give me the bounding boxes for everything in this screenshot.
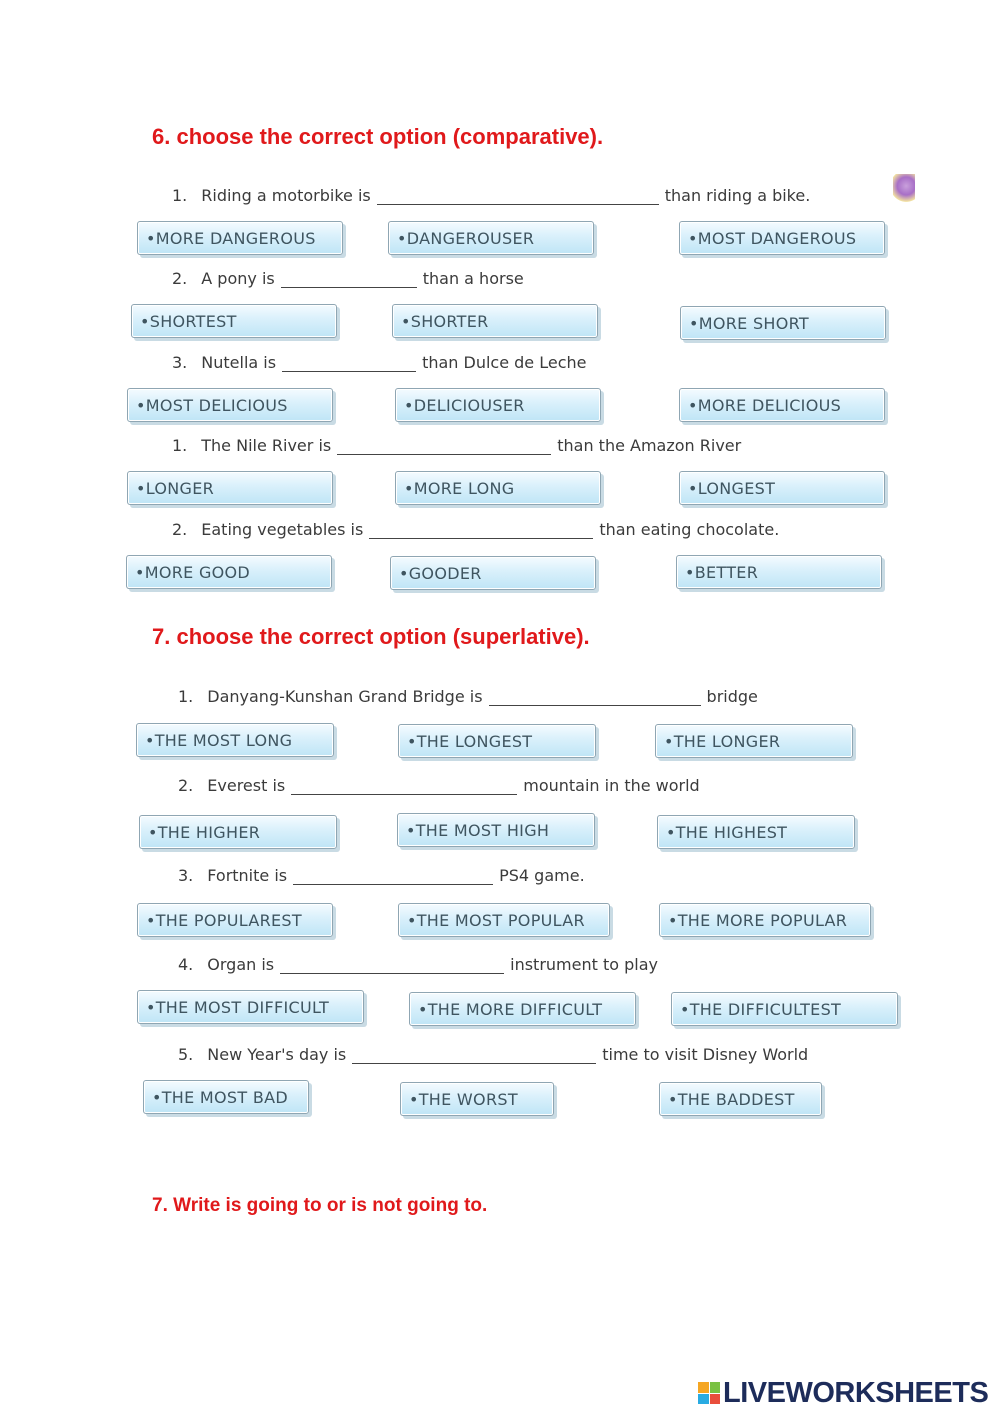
- option-button[interactable]: •BETTER: [676, 555, 882, 589]
- option-button[interactable]: •SHORTEST: [131, 304, 337, 338]
- question-text-before: The Nile River is: [201, 436, 332, 455]
- question-number: 2.: [172, 269, 188, 288]
- option-button[interactable]: •THE MORE DIFFICULT: [409, 992, 636, 1026]
- question-number: 1.: [172, 436, 188, 455]
- question-text-after: than the Amazon River: [557, 436, 742, 455]
- liveworksheets-logo: [698, 1376, 988, 1410]
- question-text-before: Organ is: [207, 955, 275, 974]
- question-text-after: than Dulce de Leche: [422, 353, 587, 372]
- question-number: 5.: [178, 1045, 194, 1064]
- question-text-after: instrument to play: [510, 955, 658, 974]
- option-button[interactable]: •LONGEST: [679, 471, 885, 505]
- logo-text: LIVEWORKSHEETS: [723, 1376, 989, 1409]
- answer-blank: [282, 357, 416, 372]
- question-text-before: Fortnite is: [207, 866, 288, 885]
- question-text-before: Danyang-Kunshan Grand Bridge is: [207, 687, 483, 706]
- option-button[interactable]: •LONGER: [127, 471, 333, 505]
- answer-blank: [377, 190, 659, 205]
- question-number: 1.: [178, 687, 194, 706]
- section-6-heading: 6. choose the correct option (comparative).: [152, 124, 604, 149]
- section-going-to-heading: 7. Write is going to or is not going to.: [152, 1195, 488, 1216]
- question-number: 2.: [172, 520, 188, 539]
- option-button[interactable]: •THE HIGHEST: [657, 815, 855, 849]
- question-text-before: Eating vegetables is: [201, 520, 364, 539]
- option-button[interactable]: •THE WORST: [400, 1082, 554, 1116]
- option-button[interactable]: •THE BADDEST: [659, 1082, 822, 1116]
- option-button[interactable]: •MORE DANGEROUS: [137, 221, 343, 255]
- flower-decoration-icon: [893, 174, 915, 204]
- question-row: [172, 353, 586, 372]
- option-button[interactable]: •GOODER: [390, 556, 596, 590]
- option-button[interactable]: •MOST DANGEROUS: [679, 221, 885, 255]
- question-number: 2.: [178, 776, 194, 795]
- option-button[interactable]: •THE MOST POPULAR: [398, 903, 610, 937]
- question-text-before: Riding a motorbike is: [201, 186, 371, 205]
- question-text-after: time to visit Disney World: [602, 1045, 809, 1064]
- question-number: 3.: [172, 353, 188, 372]
- option-button[interactable]: •THE POPULAREST: [137, 903, 333, 937]
- answer-blank: [352, 1049, 596, 1064]
- option-button[interactable]: •MORE DELICIOUS: [679, 388, 885, 422]
- question-row: [178, 776, 700, 795]
- question-number: 4.: [178, 955, 194, 974]
- question-row: [178, 687, 758, 706]
- question-row: [172, 269, 524, 288]
- question-text-before: A pony is: [201, 269, 275, 288]
- question-row: [172, 186, 810, 205]
- option-button[interactable]: •THE MOST BAD: [143, 1080, 309, 1114]
- answer-blank: [369, 524, 593, 539]
- option-button[interactable]: •THE MOST HIGH: [397, 813, 595, 847]
- option-button[interactable]: •MOST DELICIOUS: [127, 388, 333, 422]
- question-text-after: than eating chocolate.: [599, 520, 780, 539]
- answer-blank: [337, 440, 551, 455]
- option-button[interactable]: •THE MOST DIFFICULT: [137, 990, 364, 1024]
- option-button[interactable]: •THE LONGER: [655, 724, 853, 758]
- question-text-after: PS4 game.: [499, 866, 585, 885]
- option-button[interactable]: •MORE GOOD: [126, 555, 332, 589]
- option-button[interactable]: •THE MOST LONG: [136, 723, 334, 757]
- answer-blank: [291, 780, 517, 795]
- answer-blank: [280, 959, 504, 974]
- option-button[interactable]: •DANGEROUSER: [388, 221, 594, 255]
- question-text-after: than riding a bike.: [664, 186, 811, 205]
- option-button[interactable]: •MORE LONG: [395, 471, 601, 505]
- question-text-after: bridge: [706, 687, 758, 706]
- option-button[interactable]: •THE HIGHER: [139, 815, 337, 849]
- option-button[interactable]: •SHORTER: [392, 304, 598, 338]
- question-text-after: than a horse: [422, 269, 524, 288]
- option-button[interactable]: •DELICIOUSER: [395, 388, 601, 422]
- question-row: [178, 866, 585, 885]
- question-text-before: Nutella is: [201, 353, 277, 372]
- question-number: 1.: [172, 186, 188, 205]
- section-7-heading: 7. choose the correct option (superlative).: [152, 624, 590, 649]
- question-row: [172, 520, 779, 539]
- answer-blank: [489, 691, 701, 706]
- option-button[interactable]: •THE LONGEST: [398, 724, 596, 758]
- option-button[interactable]: •THE DIFFICULTEST: [671, 992, 898, 1026]
- answer-blank: [293, 870, 493, 885]
- question-row: [178, 955, 658, 974]
- option-button[interactable]: •THE MORE POPULAR: [659, 903, 871, 937]
- option-button[interactable]: •MORE SHORT: [680, 306, 886, 340]
- question-text-before: Everest is: [207, 776, 286, 795]
- question-row: [172, 436, 741, 455]
- question-text-after: mountain in the world: [523, 776, 700, 795]
- question-text-before: New Year's day is: [207, 1045, 347, 1064]
- question-number: 3.: [178, 866, 194, 885]
- question-row: [178, 1045, 808, 1064]
- answer-blank: [281, 273, 417, 288]
- liveworksheets-logo-icon: [698, 1382, 720, 1404]
